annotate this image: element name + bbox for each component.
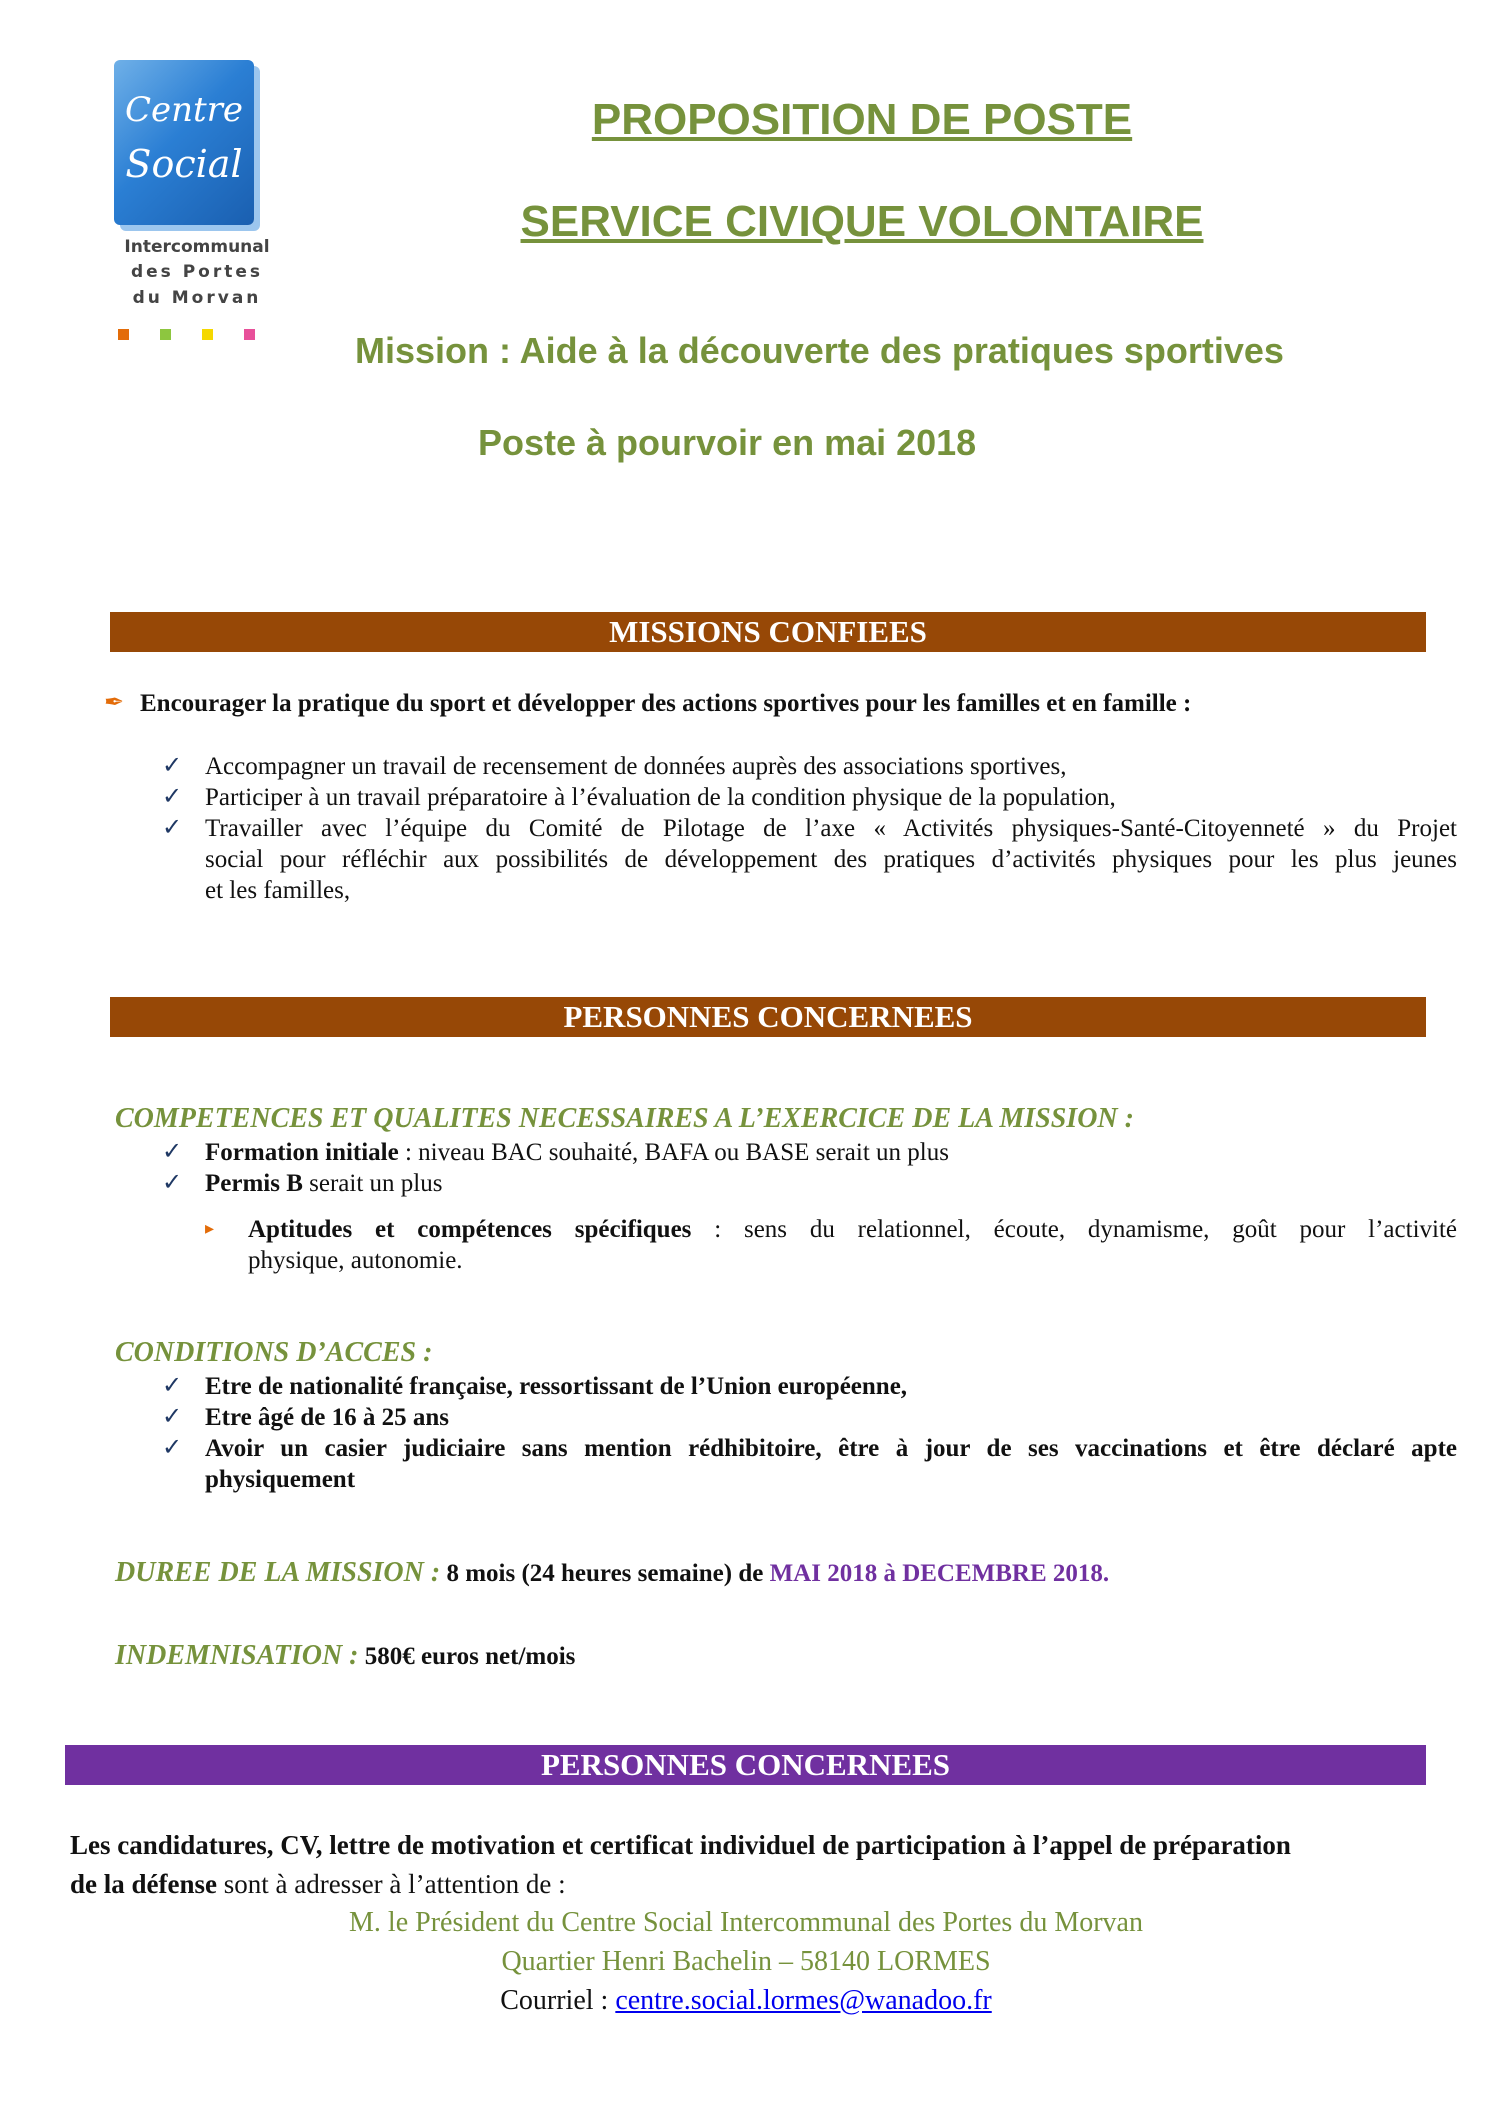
condition-item-cont: physiquement xyxy=(205,1466,356,1493)
pen-icon: ✒ xyxy=(104,690,125,716)
email-label: Courriel : xyxy=(500,1985,616,2016)
contact-intro-bold: de la défense xyxy=(70,1869,217,1899)
mission-item: Accompagner un travail de recensement de données auprès des associations sportives, xyxy=(205,753,1067,780)
email-link[interactable]: centre.social.lormes@wanadoo.fr xyxy=(615,1985,992,2016)
logo-sub-morvan: du Morvan xyxy=(132,288,262,308)
mission-heading: Mission : Aide à la découverte des pratiques sportives xyxy=(355,330,1284,371)
contact-address-recipient: M. le Président du Centre Social Intercommunal des Portes du Morvan xyxy=(349,1907,1143,1938)
contact-intro: Les candidatures, CV, lettre de motivation et certificat individuel de participation à l’appel de préparation xyxy=(70,1830,1291,1860)
logo-sub-intercommunal: Intercommunal xyxy=(124,237,270,257)
logo-line-centre: Centre xyxy=(124,90,244,130)
checkmark-icon: ✓ xyxy=(162,815,183,841)
competences-label: COMPETENCES ET QUALITES NECESSAIRES A L’EXERCICE DE LA MISSION : xyxy=(115,1103,1134,1134)
contact-intro-cont xyxy=(70,1869,566,1900)
mission-item: Travailler avec l’équipe du Comité de Pilotage de l’axe « Activités physiques-Santé-Citoyenneté » du Projet xyxy=(205,815,1457,842)
aptitudes-label: Aptitudes et compétences spécifiques xyxy=(248,1216,692,1243)
personnes-bar: PERSONNES CONCERNEES xyxy=(110,997,1426,1037)
contact-address-street: Quartier Henri Bachelin – 58140 LORMES xyxy=(501,1946,991,1977)
checkmark-icon: ✓ xyxy=(162,753,183,779)
logo-line-social: Social xyxy=(125,142,243,186)
missions-intro: Encourager la pratique du sport et développer des actions sportives pour les familles et en famille : xyxy=(140,690,1192,717)
triangle-bullet-icon: ▸ xyxy=(205,1218,215,1238)
condition-item: Avoir un casier judiciaire sans mention rédhibitoire, être à jour de ses vaccinations et être déclaré apte xyxy=(205,1435,1457,1462)
logo-square-yellow xyxy=(202,329,213,340)
contact-intro-rest: sont à adresser à l’attention de : xyxy=(216,1869,566,1899)
logo-square-orange xyxy=(118,329,129,340)
mission-item-cont: et les familles, xyxy=(205,877,351,904)
conditions-label: CONDITIONS D’ACCES : xyxy=(115,1337,433,1368)
logo-square-green xyxy=(160,329,171,340)
formation-text: : niveau BAC souhaité, BAFA ou BASE serait un plus xyxy=(398,1139,949,1166)
checkmark-icon: ✓ xyxy=(162,1373,183,1399)
logo-square-pink xyxy=(244,329,255,340)
condition-item: Etre de nationalité française, ressortissant de l’Union européenne, xyxy=(205,1373,908,1400)
page-title: PROPOSITION DE POSTE xyxy=(591,95,1133,144)
checkmark-icon: ✓ xyxy=(162,1170,183,1196)
logo-sub-portes: des Portes xyxy=(130,262,264,282)
aptitudes-line2: physique, autonomie. xyxy=(248,1247,463,1274)
indemnisation-value: 580€ euros net/mois xyxy=(358,1643,576,1670)
missions-bar: MISSIONS CONFIEES xyxy=(110,612,1426,652)
page-subtitle: SERVICE CIVIQUE VOLONTAIRE xyxy=(520,197,1204,246)
mission-item-cont: social pour réfléchir aux possibilités de développement des pratiques d’activités physiques pour les plus jeunes xyxy=(205,846,1457,873)
contact-bar: PERSONNES CONCERNEES xyxy=(65,1745,1426,1785)
permis-text: serait un plus xyxy=(302,1170,443,1197)
aptitudes-line xyxy=(248,1214,1457,1245)
poste-heading: Poste à pourvoir en mai 2018 xyxy=(478,422,977,463)
duree-line xyxy=(115,1557,1109,1589)
contact-email-line xyxy=(0,1985,1492,2017)
indemnisation-label: INDEMNISATION : xyxy=(115,1640,359,1671)
permis-line xyxy=(205,1168,442,1199)
duree-value: 8 mois (24 heures semaine) de xyxy=(440,1560,770,1587)
checkmark-icon: ✓ xyxy=(162,1404,183,1430)
checkmark-icon: ✓ xyxy=(162,1139,183,1165)
checkmark-icon: ✓ xyxy=(162,1435,183,1461)
checkmark-icon: ✓ xyxy=(162,784,183,810)
mission-item: Participer à un travail préparatoire à l’évaluation de la condition physique de la population, xyxy=(205,784,1116,811)
formation-line xyxy=(205,1137,949,1168)
formation-label: Formation initiale xyxy=(205,1139,399,1166)
indemnisation-line xyxy=(115,1640,575,1672)
duree-period: MAI 2018 à DECEMBRE 2018. xyxy=(769,1560,1110,1587)
aptitudes-text: : sens du relationnel, écoute, dynamisme, goût pour l’activité xyxy=(691,1216,1457,1243)
permis-label: Permis B xyxy=(205,1170,303,1197)
duree-label: DUREE DE LA MISSION : xyxy=(115,1557,441,1588)
condition-item: Etre âgé de 16 à 25 ans xyxy=(205,1404,449,1431)
